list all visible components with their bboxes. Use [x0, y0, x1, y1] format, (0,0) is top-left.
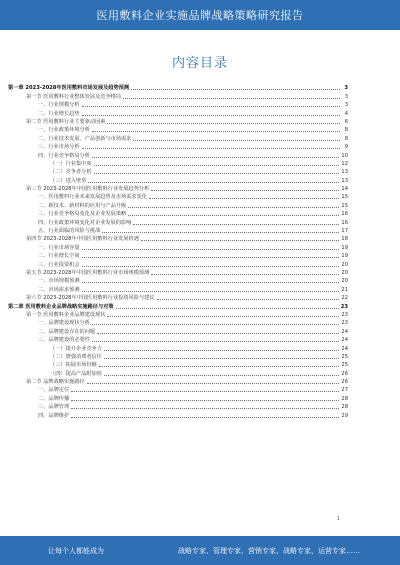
toc-leader-dots — [71, 408, 339, 409]
toc-leader-dots — [149, 198, 339, 199]
toc-entry[interactable] — [8, 126, 348, 134]
toc-entry-title: 四、品牌维护 — [38, 412, 70, 419]
toc-entry-title: 二、品牌传播 — [38, 395, 70, 402]
toc-leader-dots — [133, 140, 340, 141]
toc-entry-page: 18 — [341, 236, 348, 243]
toc-entry[interactable] — [8, 394, 348, 402]
toc-entry-page: 20 — [341, 278, 348, 285]
toc-leader-dots — [92, 131, 340, 132]
toc-entry-title: 第三节 2023-2028年中国医用敷料行业发展趋势分析 — [26, 186, 150, 193]
toc-entry[interactable] — [8, 302, 348, 310]
toc-leader-dots — [104, 350, 340, 351]
toc-entry[interactable] — [8, 160, 348, 168]
toc-entry-title: 第一节 医用敷料行业整体发展及竞争格局 — [26, 93, 122, 100]
toc-entry-title: （三）进入壁垒 — [50, 177, 87, 184]
toc-leader-dots — [71, 417, 339, 418]
toc-entry-title: 三、行业市场分析 — [38, 144, 80, 151]
toc-entry-page: 24 — [341, 328, 348, 335]
toc-entry-page: 13 — [341, 169, 348, 176]
toc-entry[interactable] — [8, 311, 348, 319]
toc-entry[interactable] — [8, 101, 348, 109]
toc-entry-title: （一）行业集中度 — [50, 160, 92, 167]
toc-entry-title: 四、行业政策环境变化对企业发展的影响 — [38, 219, 132, 226]
toc-entry-page: 28 — [341, 395, 348, 402]
footer-tagline: 战略专家、管理专家、营销专家、战略专家、运营专家…… — [178, 546, 360, 555]
toc-entry[interactable] — [8, 344, 348, 352]
toc-leader-dots — [151, 274, 339, 275]
toc-entry-page: 19 — [341, 244, 348, 251]
toc-entry[interactable] — [8, 336, 348, 344]
toc-entry-title: 三、行业竞争格局变化及企业发展策略 — [38, 211, 127, 218]
toc-leader-dots — [87, 383, 340, 384]
toc-entry-page: 26 — [341, 379, 348, 386]
toc-entry-title: 第一章 2023-2028年医用敷料市场发展及趋势预测 — [8, 85, 130, 92]
toc-leader-dots — [151, 190, 339, 191]
page-number: 1 — [336, 516, 340, 522]
toc-leader-dots — [104, 358, 340, 359]
toc-entry[interactable] — [8, 327, 348, 335]
toc-leader-dots — [82, 115, 340, 116]
toc-entry-title: 第二节 品牌战略实施路径 — [26, 379, 85, 386]
toc-entry-title: 一、行业规模分析 — [38, 102, 80, 109]
toc-entry-page: 20 — [341, 269, 348, 276]
toc-entry-title: （二）竞争者分析 — [50, 169, 92, 176]
toc-entry-title: （四）提高产品附加值 — [50, 370, 102, 377]
toc-entry-page: 23 — [341, 311, 348, 318]
toc-entry-page: 12 — [341, 160, 348, 167]
toc-entry-title: 第六节 2023-2028年中国医用敷料行业投资风险与建议 — [26, 295, 155, 302]
toc-entry[interactable] — [8, 386, 348, 394]
toc-title: 内容目录 — [171, 56, 228, 71]
toc-leader-dots — [82, 148, 340, 149]
toc-entry-title: 二、行业技术发展、产品创新与市场需求 — [38, 135, 132, 142]
toc-leader-dots — [107, 123, 340, 124]
toc-leader-dots — [92, 324, 340, 325]
toc-entry-title: 第二章 医用敷料企业品牌战略实施路径与对策 — [8, 303, 114, 310]
toc-entry-title: 二、市场需求预测 — [38, 286, 80, 293]
toc-entry-title: （一）提升企业竞争力 — [50, 345, 102, 352]
toc-leader-dots — [157, 299, 340, 300]
toc-entry-title: （二）增强消费者信任 — [50, 353, 102, 360]
toc-entry-title: 五、行业面临的风险与挑战 — [38, 228, 101, 235]
toc-entry-title: 第五节 2023-2028年中国医用敷料行业市场规模预测 — [26, 269, 150, 276]
toc-entry-page: 24 — [341, 345, 348, 352]
toc-entry-title: 一、行业市场容量 — [38, 244, 80, 251]
toc-entry-page: 9 — [344, 144, 348, 151]
toc-entry-title: 第一节 医用敷料企业品牌建设现状 — [26, 311, 106, 318]
toc-leader-dots — [128, 215, 339, 216]
toc-leader-dots — [82, 106, 340, 107]
header-bar — [0, 0, 400, 30]
toc-entry-title: 一、品牌定位 — [38, 387, 70, 394]
toc-entry-page: 3 — [344, 93, 348, 100]
toc-entry[interactable] — [8, 269, 348, 277]
toc-leader-dots — [97, 333, 339, 334]
toc-entry-title: 一、医用敷料行业未来发展趋势及市场需求变化 — [38, 194, 147, 201]
toc-leader-dots — [104, 375, 340, 376]
toc-leader-dots — [82, 282, 340, 283]
toc-entry[interactable] — [8, 260, 348, 268]
footer-bar — [0, 536, 400, 565]
toc-entry-page: 14 — [341, 186, 348, 193]
toc-entry-page: 8 — [344, 127, 348, 134]
toc-list — [8, 84, 348, 420]
toc-leader-dots — [88, 182, 339, 183]
toc-entry-title: （三）拓展市场份额 — [50, 362, 97, 369]
toc-entry[interactable] — [8, 252, 348, 260]
toc-entry-page: 23 — [341, 320, 348, 327]
toc-entry[interactable] — [8, 277, 348, 285]
toc-leader-dots — [82, 266, 340, 267]
toc-leader-dots — [128, 207, 339, 208]
toc-entry[interactable] — [8, 285, 348, 293]
toc-entry-page: 16 — [341, 219, 348, 226]
toc-entry[interactable] — [8, 235, 348, 243]
toc-entry[interactable] — [8, 176, 348, 184]
toc-leader-dots — [123, 98, 340, 99]
toc-leader-dots — [133, 224, 339, 225]
toc-entry[interactable] — [8, 185, 348, 193]
toc-leader-dots — [92, 341, 340, 342]
toc-entry[interactable] — [8, 218, 348, 226]
toc-entry-title: 一、品牌建设现状分析 — [38, 320, 90, 327]
toc-leader-dots — [71, 391, 339, 392]
toc-entry-page: 19 — [341, 253, 348, 260]
toc-entry-title: 一、行业政策环境分析 — [38, 127, 90, 134]
toc-leader-dots — [94, 173, 340, 174]
toc-entry-title: 二、品牌建设存在的问题 — [38, 328, 96, 335]
toc-entry-page: 4 — [344, 110, 348, 117]
toc-leader-dots — [116, 308, 339, 309]
toc-entry[interactable] — [8, 134, 348, 142]
toc-leader-dots — [82, 249, 340, 250]
toc-entry[interactable] — [8, 411, 348, 419]
toc-entry-page: 24 — [341, 337, 348, 344]
toc-entry[interactable] — [8, 143, 348, 151]
toc-entry-page: 3 — [344, 85, 348, 92]
toc-entry[interactable] — [8, 353, 348, 361]
toc-entry-page: 21 — [341, 286, 348, 293]
toc-entry-title: 一、市场规模预测 — [38, 278, 80, 285]
toc-entry[interactable] — [8, 227, 348, 235]
footer-slogan: 让每个人都能成为 — [48, 546, 104, 555]
toc-entry[interactable] — [8, 92, 348, 100]
toc-entry-page: 23 — [340, 303, 348, 310]
toc-entry[interactable] — [8, 403, 348, 411]
toc-entry[interactable] — [8, 193, 348, 201]
toc-entry[interactable] — [8, 201, 348, 209]
toc-entry-title: 三、行业投资机会 — [38, 261, 80, 268]
toc-entry[interactable] — [8, 118, 348, 126]
report-title: 医用敷料企业实施品牌战略策略研究报告 — [96, 9, 304, 22]
toc-leader-dots — [99, 366, 340, 367]
toc-leader-dots — [94, 165, 340, 166]
toc-entry-title: 三、品牌建设的必要性 — [38, 337, 90, 344]
toc-entry[interactable] — [8, 378, 348, 386]
toc-leader-dots — [141, 240, 339, 241]
toc-entry[interactable] — [8, 109, 348, 117]
toc-leader-dots — [71, 400, 339, 401]
toc-leader-dots — [131, 89, 340, 90]
toc-entry-title: 二、行业增长空间 — [38, 253, 80, 260]
toc-entry-page: 27 — [341, 387, 348, 394]
toc-entry-page: 22 — [341, 295, 348, 302]
toc-entry[interactable] — [8, 210, 348, 218]
toc-entry[interactable] — [8, 168, 348, 176]
toc-entry[interactable] — [8, 369, 348, 377]
toc-entry-page: 26 — [341, 370, 348, 377]
toc-entry-page: 28 — [341, 404, 348, 411]
toc-entry-title: 第二节 医用敷料行业主要驱动因素 — [26, 118, 106, 125]
toc-leader-dots — [92, 157, 340, 158]
toc-leader-dots — [82, 257, 340, 258]
toc-entry-page: 16 — [341, 211, 348, 218]
toc-entry-page: 15 — [341, 194, 348, 201]
toc-entry-page: 15 — [341, 202, 348, 209]
toc-entry-title: 二、行业增长趋势 — [38, 110, 80, 117]
toc-entry-page: 13 — [341, 177, 348, 184]
toc-entry[interactable] — [8, 319, 348, 327]
toc-entry-title: 四、行业竞争格局分析 — [38, 152, 90, 159]
toc-entry-page: 25 — [341, 353, 348, 360]
toc-entry-page: 17 — [341, 228, 348, 235]
toc-entry-page: 10 — [341, 152, 348, 159]
toc-entry-page: 3 — [344, 102, 348, 109]
toc-entry[interactable] — [8, 294, 348, 302]
toc-leader-dots — [102, 232, 339, 233]
toc-leader-dots — [82, 291, 340, 292]
toc-entry[interactable] — [8, 151, 348, 159]
toc-leader-dots — [107, 316, 339, 317]
toc-entry-title: 三、品牌管理 — [38, 404, 70, 411]
toc-entry[interactable] — [8, 361, 348, 369]
toc-entry-page: 20 — [341, 261, 348, 268]
toc-entry-page: 25 — [341, 362, 348, 369]
toc-entry-title: 二、新技术、新材料的应用与产品升级 — [38, 202, 127, 209]
toc-entry-page: 29 — [341, 412, 348, 419]
toc-entry[interactable] — [8, 243, 348, 251]
toc-entry-page: 8 — [344, 135, 348, 142]
toc-entry-page: 6 — [344, 118, 348, 125]
toc-entry-title: 第四节 2023-2028年中国医用敷料行业发展机遇 — [26, 236, 139, 243]
toc-entry[interactable] — [8, 84, 348, 92]
